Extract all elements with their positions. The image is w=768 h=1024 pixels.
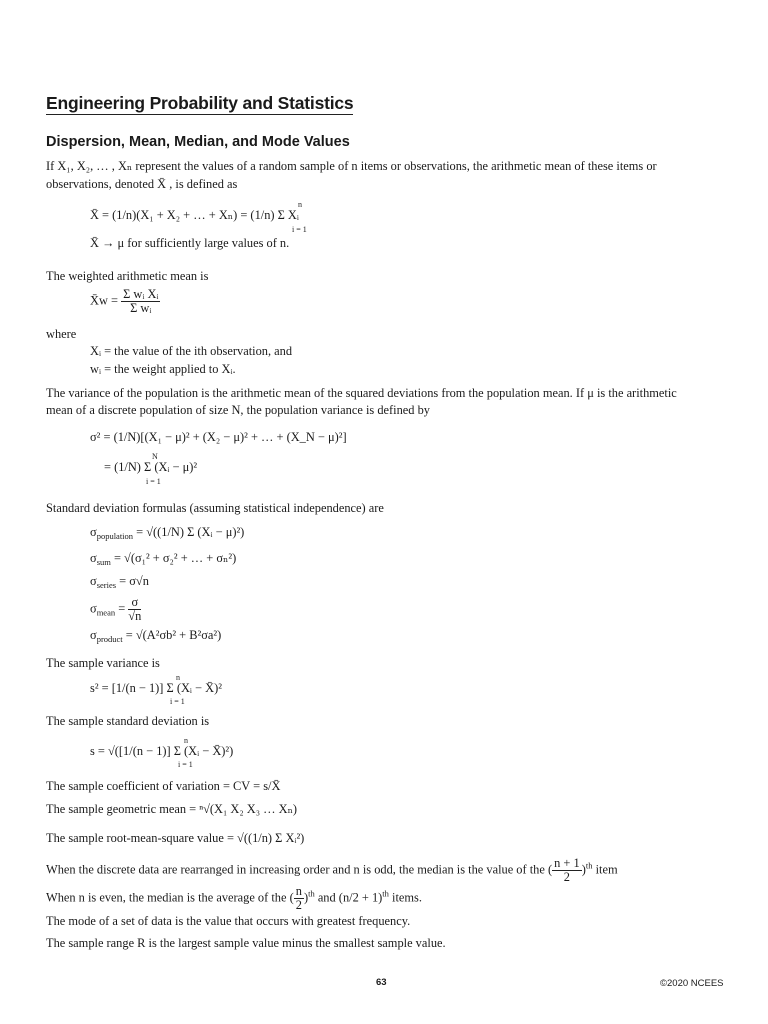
sd-intro: Standard deviation formulas (assuming statistical independence) are bbox=[46, 501, 384, 515]
median-even-after: items. bbox=[392, 890, 422, 905]
sample-variance-intro: The sample variance is bbox=[46, 656, 160, 670]
sd-mean-denominator: √n bbox=[128, 609, 142, 623]
median-even-denominator-1: 2 bbox=[295, 898, 302, 912]
heading-underline bbox=[46, 114, 353, 115]
sd-population-rhs: = √((1/N) Σ (Xᵢ − μ)²) bbox=[136, 525, 245, 539]
variance-intro-line-1: The variance of the population is the arithmetic mean of the squared deviations from the population mean. If μ is the arithmetic bbox=[46, 386, 677, 400]
intro-line-1: If X₁, X₂, … , Xₙ represent the values of a random sample of n items or observations, the arithmetic mean of these items or bbox=[46, 159, 657, 173]
equation-variance-1: σ² = (1/N)[(X₁ − μ)² + (X₂ − μ)² + … + (X_N − μ)²] bbox=[90, 430, 347, 444]
sample-sd-intro: The sample standard deviation is bbox=[46, 714, 210, 728]
sd-mean: $\sigma_{mean}$ = $\frac{\sigma}{√n}$ bbox=[90, 595, 142, 623]
median-odd-fraction bbox=[552, 857, 582, 884]
intro-line-2: observations, denoted X̄ , is defined as bbox=[46, 177, 238, 191]
section-title: Dispersion, Mean, Median, and Mode Values bbox=[46, 134, 350, 150]
sd-series: $\sigma_{series} = \sigma√n$ bbox=[90, 574, 149, 590]
equation-variance-2: = (1/N) Σ (Xᵢ − μ)² bbox=[104, 460, 198, 474]
median-even: When n is even, the median is the average of the ( $\frac{n}{2}$ )$^{th}$ and $(n/2 + 1)^{th}$ items. bbox=[46, 884, 422, 912]
sd-sum: $\sigma_{sum} = √(\sigma_1^2 + \sigma_2^2$ + … + σₙ²) bbox=[90, 551, 237, 567]
median-even-ordinal-1: th bbox=[308, 888, 315, 899]
sd-sum-rhs: = √(σ₁² + σ₂² + … + σₙ²) bbox=[113, 551, 237, 565]
sd-product: $\sigma_{product} = √(A^2\sigma b^2 + B^2\sigma a^2)$ bbox=[90, 628, 222, 644]
sd-product-subscript: product bbox=[96, 634, 123, 644]
median-even-ordinal-2: th bbox=[382, 888, 389, 899]
weighted-fraction bbox=[121, 288, 160, 315]
equation-limit: X̄ → μ for sufficiently large values of n. bbox=[90, 236, 290, 250]
median-even-expression-2: n/2 + 1 bbox=[342, 890, 379, 905]
where-label: where bbox=[46, 327, 77, 341]
sd-series-rhs: = σ√n bbox=[119, 574, 149, 588]
range-definition: The sample range R is the largest sample value minus the smallest sample value. bbox=[46, 936, 446, 950]
geometric-mean: The sample geometric mean = ⁿ√(X₁ X₂ X₃ … Xₙ) bbox=[46, 802, 298, 816]
median-even-fraction-1 bbox=[294, 885, 304, 912]
sd-mean-numerator: σ bbox=[128, 596, 141, 610]
sd-population: $\sigma_{population} = √((1/N)$ Σ (Xᵢ − μ)²) bbox=[90, 525, 245, 541]
root-mean-square: The sample root-mean-square value = √((1/n) Σ Xᵢ²) bbox=[46, 831, 305, 845]
median-even-numerator-1: n bbox=[295, 884, 302, 898]
equation-mean: X̄ = (1/n)(X₁ + X₂ + … + Xₙ) = (1/n) Σ Xᵢ bbox=[90, 208, 299, 222]
sum-upper-limit: n bbox=[184, 736, 188, 745]
median-odd-denominator: 2 bbox=[563, 870, 570, 884]
sd-mean-fraction bbox=[128, 596, 141, 623]
mode-definition: The mode of a set of data is the value that occurs with greatest frequency. bbox=[46, 914, 411, 928]
sd-mean-subscript: mean bbox=[96, 607, 116, 618]
sum-lower-limit: i = 1 bbox=[146, 477, 161, 486]
weighted-numerator: Σ wᵢ Xᵢ bbox=[123, 287, 159, 301]
page-heading: Engineering Probability and Statistics bbox=[46, 93, 354, 113]
median-odd-after: item bbox=[595, 862, 618, 877]
median-odd-numerator: n + 1 bbox=[554, 856, 580, 870]
definition-xi: Xᵢ = the value of the ith observation, and bbox=[90, 344, 293, 358]
median-odd: When the discrete data are rearranged in increasing order and n is odd, the median is the value of the ( $\frac{n + 1}{2}$ )$^{th}$ item bbox=[46, 856, 618, 884]
median-even-and: and bbox=[317, 890, 336, 905]
sd-population-subscript: population bbox=[96, 531, 134, 541]
equation-sample-sd: s = √([1/(n − 1)] Σ (Xᵢ − X̄)²) bbox=[90, 744, 234, 758]
median-odd-text: When the discrete data are rearranged in increasing order and n is odd, the median is the value of the bbox=[46, 862, 545, 877]
median-even-text: When n is even, the median is the average of the bbox=[46, 890, 287, 905]
sd-sum-subscript: sum bbox=[96, 557, 111, 567]
weighted-lhs: X̄w = bbox=[90, 293, 118, 308]
sum-lower-limit: i = 1 bbox=[170, 697, 185, 706]
copyright: ©2020 NCEES bbox=[660, 978, 724, 989]
equation-weighted-mean bbox=[90, 288, 160, 315]
median-odd-ordinal: th bbox=[585, 860, 593, 871]
weighted-intro: The weighted arithmetic mean is bbox=[46, 269, 209, 283]
weighted-denominator: Σ wᵢ bbox=[130, 301, 152, 315]
equation-sample-variance: s² = [1/(n − 1)] Σ (Xᵢ − X̄)² bbox=[90, 681, 222, 695]
sum-lower-limit: i = 1 bbox=[178, 760, 193, 769]
sd-product-rhs: = √(A²σb² + B²σa²) bbox=[125, 628, 222, 642]
variance-intro-line-2: mean of a discrete population of size N, the population variance is defined by bbox=[46, 403, 430, 417]
sd-series-subscript: series bbox=[96, 580, 117, 590]
sum-upper-limit: n bbox=[176, 673, 180, 682]
sum-upper-limit: n bbox=[298, 200, 302, 209]
page-number: 63 bbox=[376, 977, 387, 988]
definition-wi: wᵢ = the weight applied to Xᵢ. bbox=[90, 362, 236, 376]
sum-lower-limit: i = 1 bbox=[292, 225, 307, 234]
sum-upper-limit: N bbox=[152, 452, 158, 461]
coefficient-of-variation: The sample coefficient of variation = CV = s/X̄ bbox=[46, 779, 281, 793]
